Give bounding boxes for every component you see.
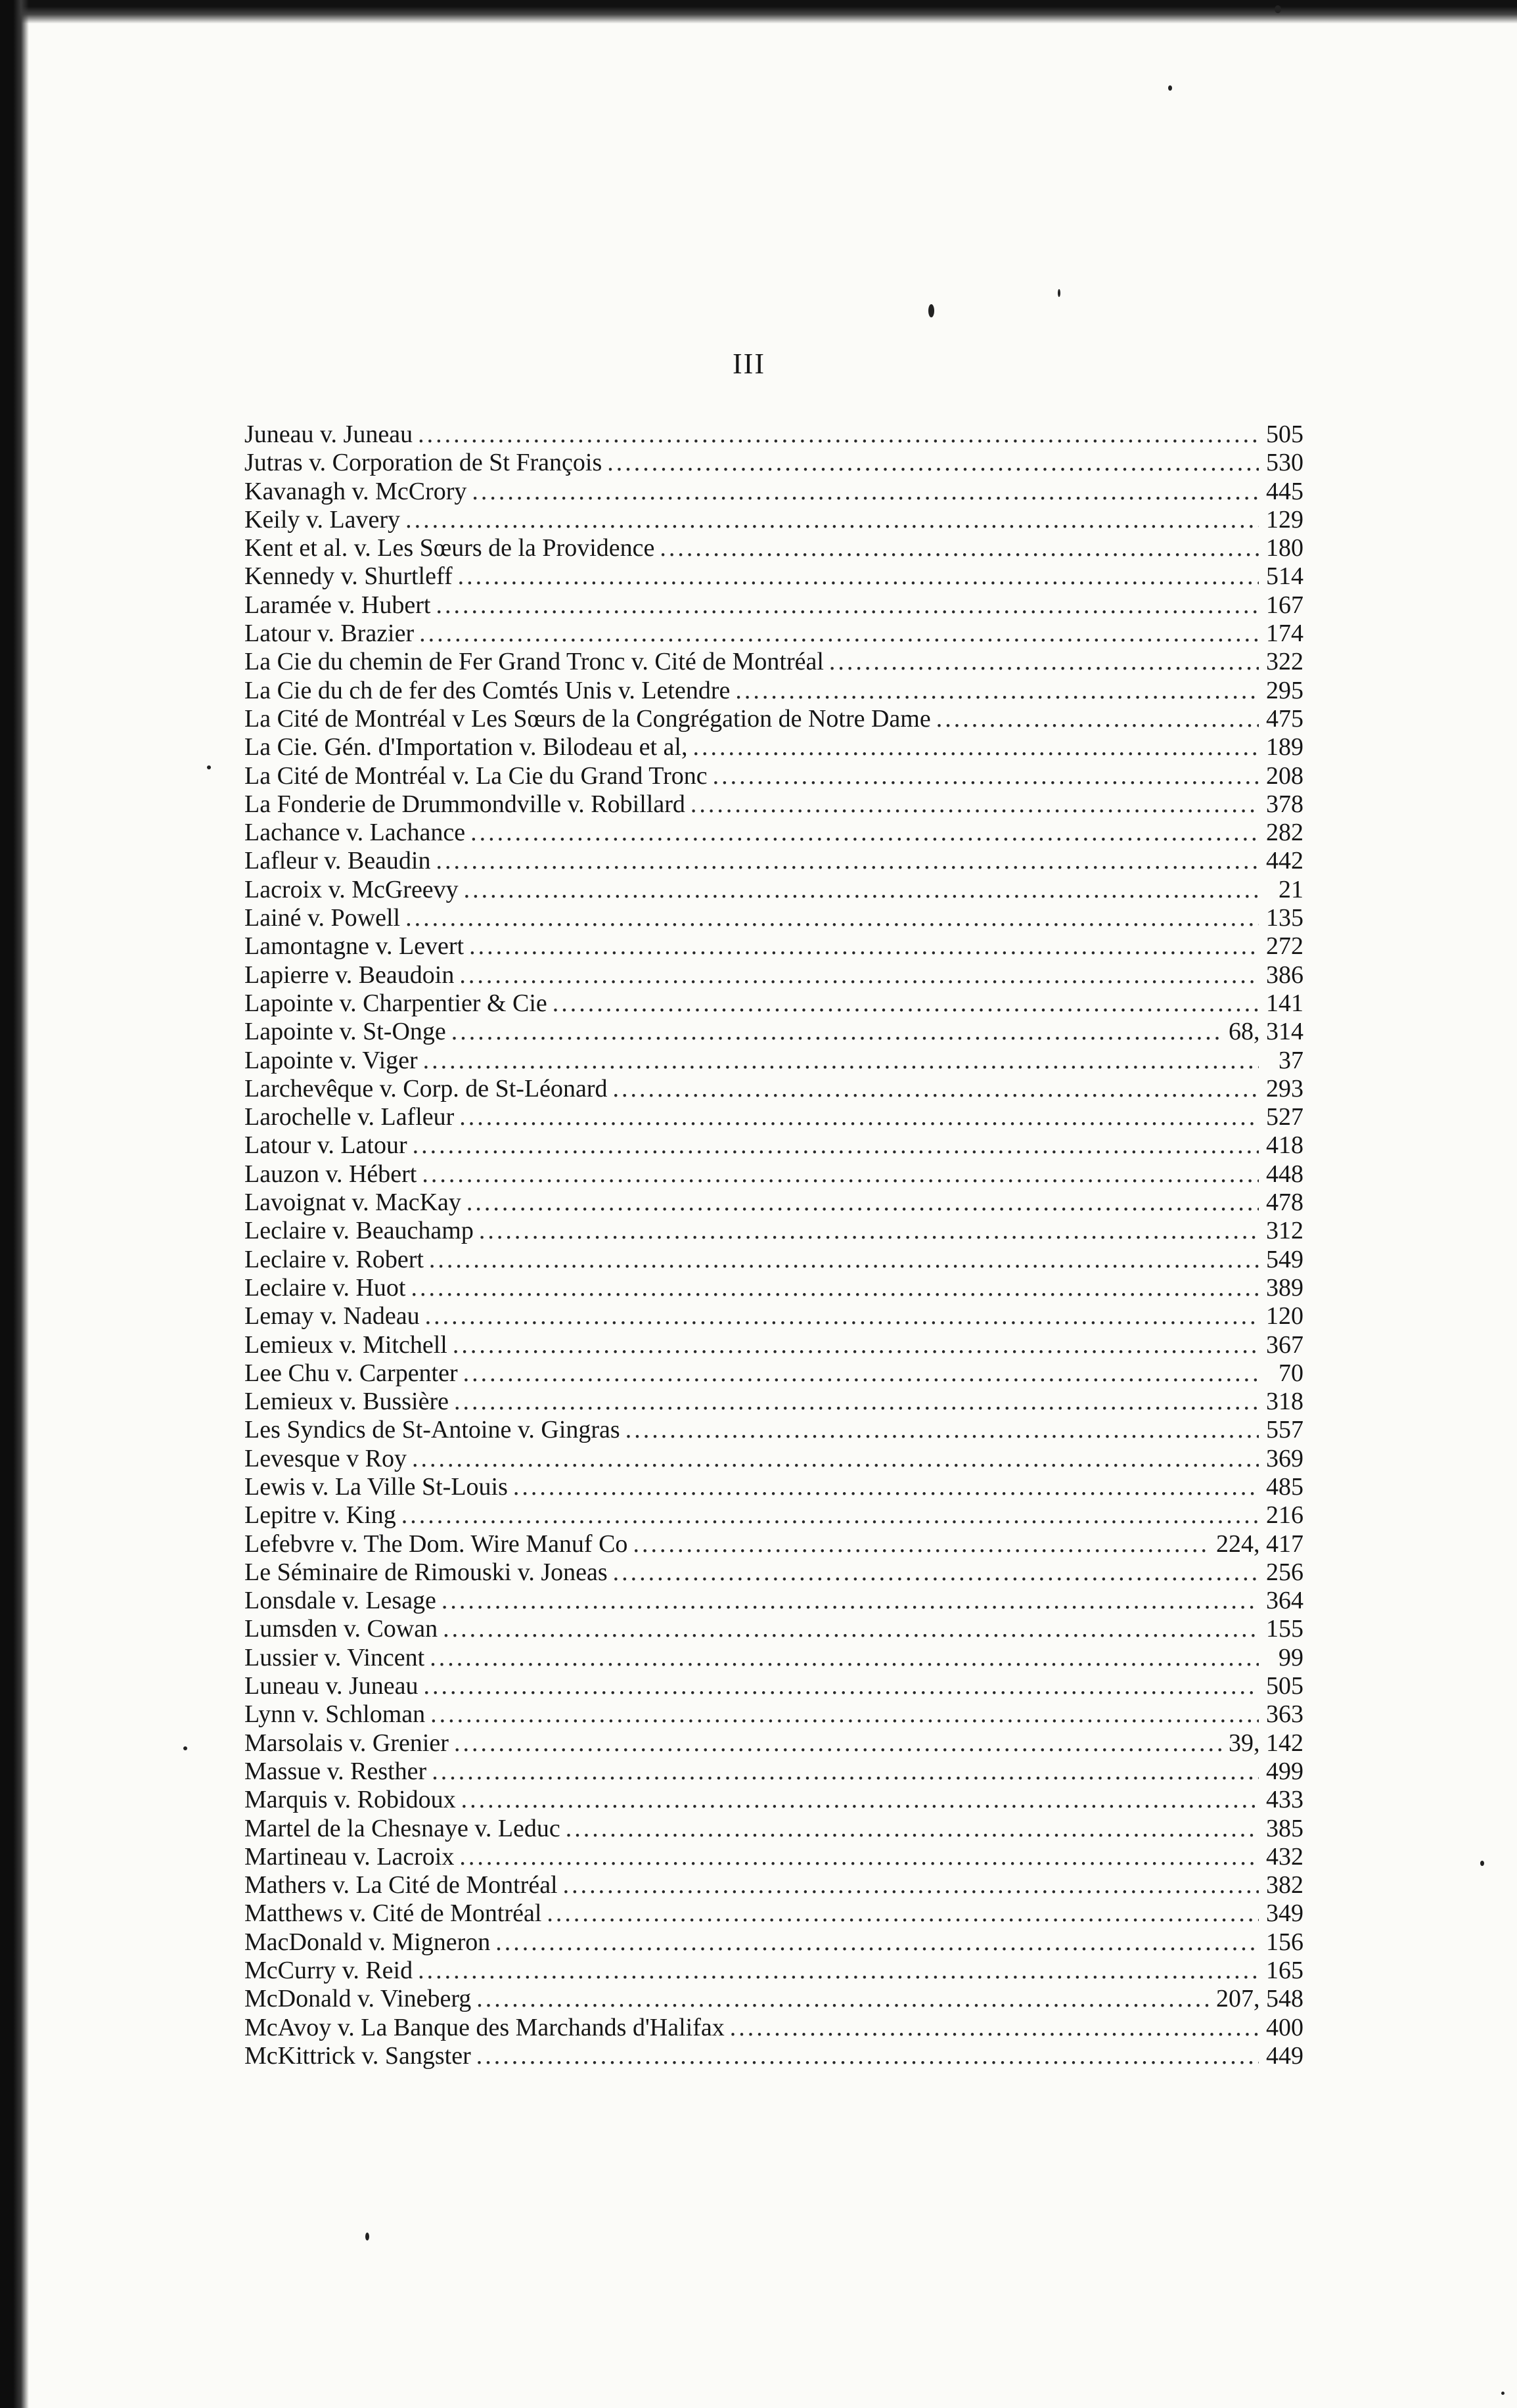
page-reference: 167 — [1266, 591, 1303, 619]
index-entry — [244, 1274, 1303, 1302]
page-reference: 445 — [1266, 477, 1303, 505]
index-entry — [244, 790, 1303, 819]
index-entry — [244, 2014, 1303, 2042]
page-reference: 449 — [1266, 2041, 1303, 2070]
index-entry — [244, 677, 1303, 705]
ink-speck — [1480, 1861, 1484, 1866]
dot-leader — [401, 1501, 1259, 1530]
ink-speck — [1275, 5, 1281, 13]
index-entry — [244, 1131, 1303, 1160]
page-reference: 442 — [1266, 847, 1303, 875]
index-entry — [244, 1018, 1303, 1046]
dot-leader — [411, 1274, 1259, 1302]
dot-leader — [405, 904, 1259, 932]
page-reference: 505 — [1266, 420, 1303, 448]
case-name: Larchevêque v. Corp. de St-Léonard — [244, 1074, 608, 1102]
index-entry — [244, 1388, 1303, 1416]
page-reference: 485 — [1266, 1472, 1303, 1501]
index-entry — [244, 1246, 1303, 1274]
index-entry — [244, 1957, 1303, 1985]
case-name: Lynn v. Schloman — [244, 1700, 426, 1729]
index-entry — [244, 762, 1303, 790]
index-entry — [244, 932, 1303, 961]
dot-leader — [458, 562, 1259, 591]
dot-leader — [422, 1160, 1259, 1189]
page-reference: 256 — [1266, 1558, 1303, 1586]
index-entry — [244, 1587, 1303, 1615]
page-reference: 99 — [1279, 1643, 1303, 1671]
page-reference: 70 — [1279, 1359, 1303, 1387]
page-reference: 382 — [1266, 1871, 1303, 1899]
case-name: Lemay v. Nadeau — [244, 1302, 420, 1330]
page-reference: 135 — [1266, 904, 1303, 932]
page-reference: 322 — [1266, 648, 1303, 676]
dot-leader — [461, 1786, 1259, 1814]
case-name: MacDonald v. Migneron — [244, 1928, 491, 1956]
page-reference: 389 — [1266, 1273, 1303, 1302]
index-entry — [244, 989, 1303, 1018]
dot-leader — [691, 790, 1259, 819]
page-reference: 530 — [1266, 449, 1303, 477]
page-reference: 364 — [1266, 1587, 1303, 1615]
case-name: Larochelle v. Lafleur — [244, 1103, 455, 1131]
dot-leader — [418, 420, 1259, 449]
page-reference: 21 — [1279, 875, 1303, 903]
page-reference: 418 — [1266, 1131, 1303, 1160]
page-reference: 557 — [1266, 1416, 1303, 1444]
index-entry — [244, 1700, 1303, 1729]
case-name: McKittrick v. Sangster — [244, 2041, 471, 2070]
dot-leader — [459, 1103, 1259, 1131]
dot-leader — [405, 506, 1259, 534]
dot-leader — [553, 989, 1259, 1018]
case-name: Levesque v Roy — [244, 1444, 407, 1472]
dot-leader — [566, 1815, 1259, 1843]
case-index-list — [244, 420, 1303, 2070]
index-entry — [244, 876, 1303, 904]
case-name: Latour v. Latour — [244, 1131, 407, 1160]
page-reference: 224, 417 — [1216, 1530, 1303, 1558]
case-name: Martel de la Chesnaye v. Leduc — [244, 1814, 560, 1842]
case-name: Martineau v. Lacroix — [244, 1842, 455, 1871]
case-name: Lonsdale v. Lesage — [244, 1587, 436, 1615]
dot-leader — [459, 1843, 1259, 1871]
ink-speck — [1058, 289, 1060, 297]
page-reference: 432 — [1266, 1842, 1303, 1871]
page-reference: 295 — [1266, 676, 1303, 704]
page-reference: 505 — [1266, 1672, 1303, 1700]
case-name: La Cité de Montréal v. La Cie du Grand Tronc — [244, 761, 708, 790]
dot-leader — [430, 1644, 1259, 1672]
dot-leader — [472, 478, 1259, 506]
page-reference: 527 — [1266, 1103, 1303, 1131]
dot-leader — [607, 449, 1259, 477]
index-entry — [244, 1530, 1303, 1558]
case-name: Keily v. Lavery — [244, 505, 401, 534]
index-entry — [244, 1871, 1303, 1899]
dot-leader — [730, 2014, 1259, 2042]
page-reference: 293 — [1266, 1074, 1303, 1102]
case-name: Kavanagh v. McCrory — [244, 477, 467, 505]
index-entry — [244, 819, 1303, 847]
case-name: Lacroix v. McGreevy — [244, 875, 459, 903]
case-name: McAvoy v. La Banque des Marchands d'Halifax — [244, 2013, 725, 2041]
case-name: Lapierre v. Beaudoin — [244, 961, 455, 989]
ink-speck — [928, 304, 934, 317]
index-entry — [244, 1985, 1303, 2013]
case-name: Lemieux v. Bussière — [244, 1388, 449, 1416]
ink-speck — [183, 1746, 187, 1750]
page-reference: 318 — [1266, 1388, 1303, 1416]
dot-leader — [513, 1473, 1259, 1501]
dot-leader — [419, 620, 1259, 648]
page-reference: 216 — [1266, 1501, 1303, 1530]
case-name: McDonald v. Vineberg — [244, 1985, 472, 2013]
case-name: Lefebvre v. The Dom. Wire Manuf Co — [244, 1530, 628, 1558]
dot-leader — [425, 1302, 1259, 1330]
dot-leader — [443, 1615, 1259, 1643]
page-number: III — [733, 348, 765, 380]
case-name: Lauzon v. Hébert — [244, 1160, 417, 1188]
index-entry — [244, 1558, 1303, 1587]
dot-leader — [424, 1672, 1259, 1700]
index-entry — [244, 1501, 1303, 1530]
case-name: Kent et al. v. Les Sœurs de la Providence — [244, 534, 655, 562]
page-reference: 400 — [1266, 2013, 1303, 2041]
page-reference: 156 — [1266, 1928, 1303, 1956]
page-reference: 369 — [1266, 1444, 1303, 1472]
dot-leader — [436, 591, 1259, 620]
ink-speck — [207, 765, 211, 769]
case-name: La Cie du ch de fer des Comtés Unis v. Letendre — [244, 676, 731, 704]
dot-leader — [625, 1416, 1259, 1444]
case-name: La Cie. Gén. d'Importation v. Bilodeau et al, — [244, 733, 688, 761]
index-entry — [244, 1047, 1303, 1075]
case-name: Massue v. Resther — [244, 1757, 427, 1785]
index-entry — [244, 847, 1303, 875]
page-reference: 363 — [1266, 1700, 1303, 1729]
dot-leader — [613, 1558, 1259, 1587]
case-name: Lussier v. Vincent — [244, 1643, 425, 1671]
index-entry — [244, 1843, 1303, 1871]
index-entry — [244, 1302, 1303, 1330]
scan-top-edge — [0, 0, 1517, 24]
dot-leader — [464, 876, 1259, 904]
dot-leader — [442, 1587, 1259, 1615]
index-entry — [244, 478, 1303, 506]
index-entry — [244, 1815, 1303, 1843]
case-name: Juneau v. Juneau — [244, 420, 413, 448]
ink-speck — [365, 2233, 369, 2240]
index-entry — [244, 1786, 1303, 1814]
page-reference: 514 — [1266, 562, 1303, 591]
case-name: Lapointe v. Charpentier & Cie — [244, 989, 547, 1017]
case-name: La Cie du chemin de Fer Grand Tronc v. Cité de Montréal — [244, 648, 824, 676]
case-name: Laramée v. Hubert — [244, 591, 431, 619]
index-entry — [244, 1445, 1303, 1473]
dot-leader — [429, 1246, 1259, 1274]
case-name: Lamontagne v. Levert — [244, 932, 464, 961]
index-entry — [244, 562, 1303, 591]
index-entry — [244, 2042, 1303, 2070]
page-reference: 165 — [1266, 1957, 1303, 1985]
index-entry — [244, 1644, 1303, 1672]
page-reference: 272 — [1266, 932, 1303, 961]
dot-leader — [412, 1445, 1259, 1473]
case-name: Lachance v. Lachance — [244, 819, 466, 847]
page-reference: 189 — [1266, 733, 1303, 761]
dot-leader — [466, 1189, 1259, 1217]
index-entry — [244, 961, 1303, 989]
page-reference: 155 — [1266, 1615, 1303, 1643]
page-reference: 367 — [1266, 1330, 1303, 1359]
case-name: Lapointe v. St-Onge — [244, 1018, 446, 1046]
page-reference: 207, 548 — [1216, 1985, 1303, 2013]
page-reference: 499 — [1266, 1757, 1303, 1785]
dot-leader — [430, 1700, 1259, 1729]
case-name: Lepitre v. King — [244, 1501, 396, 1530]
index-entry — [244, 648, 1303, 676]
page-reference: 478 — [1266, 1189, 1303, 1217]
page-reference: 129 — [1266, 505, 1303, 534]
dot-leader — [563, 1871, 1259, 1899]
index-entry — [244, 1189, 1303, 1217]
page-reference: 282 — [1266, 819, 1303, 847]
dot-leader — [451, 1018, 1223, 1046]
page-reference: 37 — [1279, 1046, 1303, 1074]
case-name: Lemieux v. Mitchell — [244, 1330, 447, 1359]
dot-leader — [453, 1331, 1259, 1359]
page-reference: 378 — [1266, 790, 1303, 818]
case-name: Matthews v. Cité de Montréal — [244, 1899, 542, 1928]
case-name: Mathers v. La Cité de Montréal — [244, 1871, 558, 1899]
case-name: McCurry v. Reid — [244, 1957, 413, 1985]
case-name: Le Séminaire de Rimouski v. Joneas — [244, 1558, 608, 1586]
index-entry — [244, 1729, 1303, 1758]
page-reference: 549 — [1266, 1245, 1303, 1273]
case-name: Lavoignat v. MacKay — [244, 1189, 461, 1217]
page-reference: 208 — [1266, 761, 1303, 790]
case-name: Luneau v. Juneau — [244, 1672, 419, 1700]
dot-leader — [454, 1388, 1259, 1416]
page-reference: 386 — [1266, 961, 1303, 989]
page-reference: 180 — [1266, 534, 1303, 562]
dot-leader — [735, 677, 1259, 705]
page-reference: 120 — [1266, 1302, 1303, 1330]
dot-leader — [463, 1359, 1259, 1388]
index-entry — [244, 1103, 1303, 1131]
page-reference: 174 — [1266, 620, 1303, 648]
dot-leader — [436, 847, 1259, 875]
case-name: Lumsden v. Cowan — [244, 1615, 438, 1643]
dot-leader — [459, 961, 1259, 989]
dot-leader — [479, 1217, 1259, 1245]
index-entry — [244, 1615, 1303, 1643]
dot-leader — [633, 1530, 1211, 1558]
dot-leader — [829, 648, 1259, 676]
dot-leader — [660, 534, 1259, 562]
case-name: Lainé v. Powell — [244, 904, 401, 932]
index-entry — [244, 1331, 1303, 1359]
index-entry — [244, 420, 1303, 449]
dot-leader — [692, 733, 1259, 761]
case-name: Les Syndics de St-Antoine v. Gingras — [244, 1416, 620, 1444]
page-reference: 39, 142 — [1229, 1729, 1303, 1757]
dot-leader — [469, 932, 1259, 961]
index-entry — [244, 1416, 1303, 1444]
dot-leader — [454, 1729, 1223, 1758]
page-reference: 433 — [1266, 1786, 1303, 1814]
case-name: Leclaire v. Robert — [244, 1245, 424, 1273]
index-entry — [244, 1899, 1303, 1928]
page-reference: 475 — [1266, 704, 1303, 733]
case-name: Lafleur v. Beaudin — [244, 847, 431, 875]
case-name: Marquis v. Robidoux — [244, 1786, 456, 1814]
case-name: Marsolais v. Grenier — [244, 1729, 449, 1757]
case-name: La Cité de Montréal v Les Sœurs de la Congrégation de Notre Dame — [244, 704, 931, 733]
case-name: Kennedy v. Shurtleff — [244, 562, 453, 591]
index-entry — [244, 1473, 1303, 1501]
page-reference: 312 — [1266, 1217, 1303, 1245]
index-entry — [244, 1075, 1303, 1103]
index-entry — [244, 1672, 1303, 1700]
index-entry — [244, 904, 1303, 932]
dot-leader — [547, 1899, 1259, 1928]
dot-leader — [613, 1075, 1259, 1103]
dot-leader — [470, 819, 1259, 847]
index-entry — [244, 733, 1303, 761]
case-name: Lewis v. La Ville St-Louis — [244, 1472, 508, 1501]
case-name: Lapointe v. Viger — [244, 1046, 418, 1074]
dot-leader — [423, 1047, 1259, 1075]
page-reference: 448 — [1266, 1160, 1303, 1188]
case-name: Leclaire v. Beauchamp — [244, 1217, 474, 1245]
index-entry — [244, 705, 1303, 733]
page-reference: 68, 314 — [1229, 1018, 1303, 1046]
case-name: Lee Chu v. Carpenter — [244, 1359, 458, 1387]
page-reference: 141 — [1266, 989, 1303, 1017]
case-name: Jutras v. Corporation de St François — [244, 449, 602, 477]
index-entry — [244, 1217, 1303, 1245]
case-name: Latour v. Brazier — [244, 620, 415, 648]
index-entry — [244, 620, 1303, 648]
index-entry — [244, 506, 1303, 534]
index-entry — [244, 1160, 1303, 1189]
case-name: Leclaire v. Huot — [244, 1273, 406, 1302]
dot-leader — [476, 2042, 1259, 2070]
ink-speck — [1168, 85, 1172, 91]
index-entry — [244, 1359, 1303, 1388]
case-name: La Fonderie de Drummondville v. Robillard — [244, 790, 685, 818]
ink-speck — [1501, 2392, 1505, 2395]
dot-leader — [413, 1131, 1259, 1160]
dot-leader — [936, 705, 1259, 733]
index-entry — [244, 591, 1303, 620]
dot-leader — [713, 762, 1259, 790]
scan-left-edge — [0, 0, 29, 2408]
index-entry — [244, 449, 1303, 477]
index-entry — [244, 534, 1303, 562]
index-entry — [244, 1758, 1303, 1786]
dot-leader — [432, 1758, 1259, 1786]
dot-leader — [476, 1985, 1211, 2013]
dot-leader — [495, 1928, 1259, 1957]
page-reference: 385 — [1266, 1814, 1303, 1842]
dot-leader — [418, 1957, 1259, 1985]
page-reference: 349 — [1266, 1899, 1303, 1928]
index-entry — [244, 1928, 1303, 1957]
